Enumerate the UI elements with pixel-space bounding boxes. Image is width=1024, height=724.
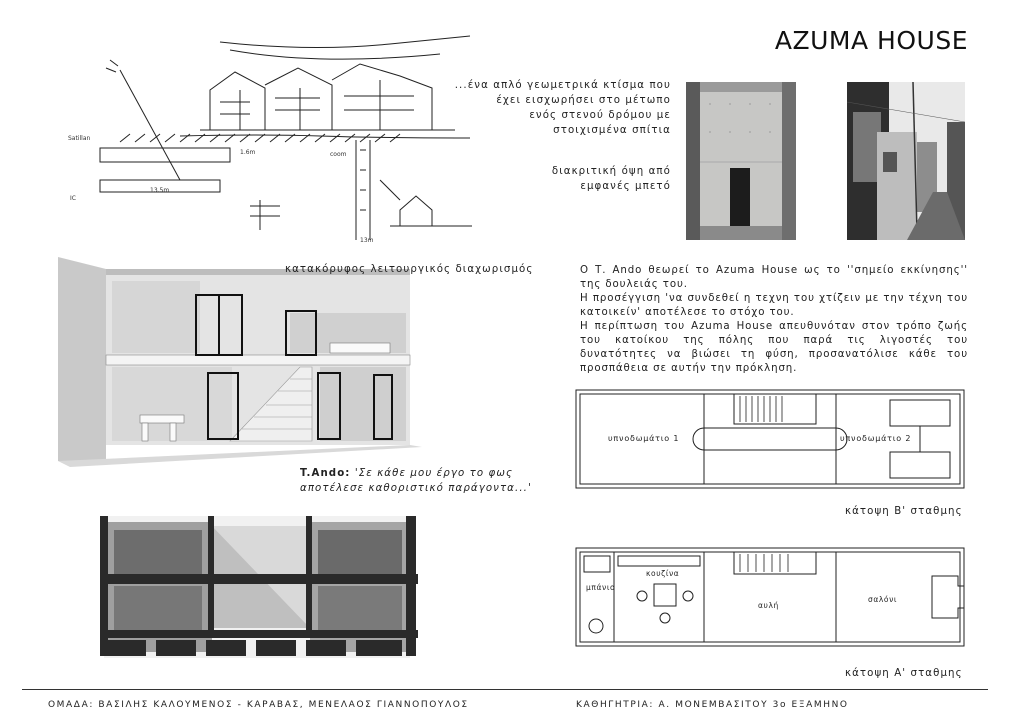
ando-label: T.Ando: <box>300 468 351 479</box>
description-paragraph: Η περίπτωση του Azuma House απευθυνόταν στον τρόπο ζωής του κατοίκου της πόλης που παρά τις λιγοστές του δυνατότητες να βιώσει τη φύση, προσανατόλισε κάθε του προσπάθεια σε αυτήν την πρόκληση. <box>580 321 968 374</box>
svg-text:13.5m: 13.5m <box>150 187 170 194</box>
ground-plan-label: κάτοψη Α' σταθμης <box>845 668 963 679</box>
caption-line: εμφανές μπετό <box>580 181 671 192</box>
description-paragraph: Η προσέγγιση 'να συνδεθεί η τεχνη του χτίζειν με την τέχνη του κατοικείν' αποτέλεσε το στόχο του. <box>580 293 968 318</box>
svg-text:13m: 13m <box>360 237 374 244</box>
ground-floor-plan <box>574 546 968 650</box>
site-sketch <box>60 30 480 252</box>
ando-quote-line: 'Σε κάθε μου έργο το φως <box>350 468 514 479</box>
section-caption: κατακόρυφος λειτουργικός διαχωρισμός <box>285 264 534 275</box>
footer-team: ΟΜΑΔΑ: ΒΑΣΙΛΗΣ ΚΑΛΟΥΜΕΝΟΣ - ΚΑΡΑΒΑΣ, ΜΕΝΕΛΑΟΣ ΓΙΑΝΝΟΠΟΥΛΟΣ <box>48 700 469 710</box>
long-section-drawing <box>100 512 418 662</box>
section-render <box>30 255 422 467</box>
facade-photo <box>686 82 796 240</box>
room-label-bedroom-1: υπνοδωμάτιο 1 <box>608 434 680 443</box>
svg-text:coom: coom <box>330 151 347 158</box>
street-photo <box>847 82 965 240</box>
description-paragraph: Ο Τ. Ando θεωρεί το Azuma House ως το ''σημείο εκκίνησης'' της δουλειάς του. <box>580 265 968 290</box>
svg-text:1.6m: 1.6m <box>240 149 256 156</box>
ando-quote-line: αποτέλεσε καθοριστικό παράγοντα...' <box>300 483 532 494</box>
upper-plan-label: κάτοψη Β' σταθμης <box>845 506 963 517</box>
facade-caption <box>471 164 671 194</box>
description <box>580 264 968 376</box>
room-label-kitchen: κουζίνα <box>646 569 680 578</box>
caption-line: ...ένα απλό γεωμετρικά κτίσμα που <box>454 80 671 91</box>
room-label-courtyard: αυλή <box>758 601 779 610</box>
caption-line: διακριτική όψη από <box>551 166 671 177</box>
room-label-bathroom: μπάνιο <box>586 583 616 592</box>
page-title: AZUMA HOUSE <box>774 26 968 55</box>
ando-quote <box>300 466 540 496</box>
caption-line: ενός στενού δρόμου με <box>529 110 671 121</box>
svg-text:IC: IC <box>70 195 76 202</box>
caption-line: στοιχισμένα σπίτια <box>553 125 671 136</box>
upper-floor-plan <box>574 388 968 492</box>
caption-line: έχει εισχωρήσει στο μέτωπο <box>496 95 671 106</box>
room-label-living-room: σαλόνι <box>868 595 898 604</box>
svg-text:Satillan: Satillan <box>68 135 91 142</box>
room-label-bedroom-2: υπνοδωμάτιο 2 <box>840 434 912 443</box>
sketch-caption <box>411 78 671 138</box>
footer-tutor: ΚΑΘΗΓΗΤΡΙΑ: Α. ΜΟΝΕΜΒΑΣΙΤΟΥ 3ο ΕΞΑΜΗΝΟ <box>576 700 849 710</box>
footer-divider <box>22 689 988 690</box>
